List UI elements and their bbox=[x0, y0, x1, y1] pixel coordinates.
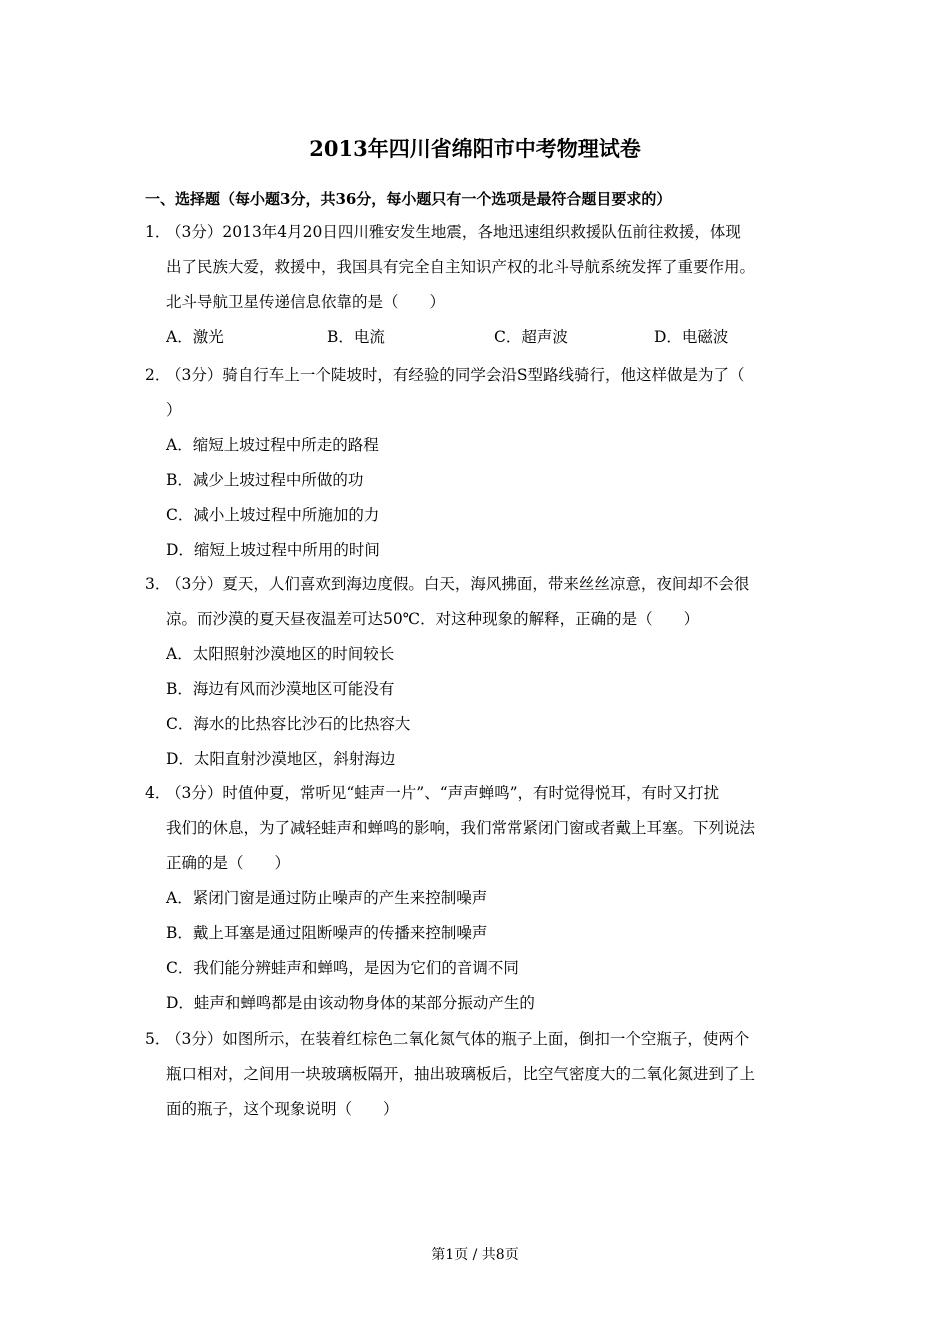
option-c: C．我们能分辨蛙声和蝉鸣，是因为它们的音调不同 bbox=[166, 959, 519, 977]
option-c: C．超声波 bbox=[494, 328, 568, 346]
question-line: ） bbox=[166, 401, 182, 419]
option-b: B．减少上坡过程中所做的功 bbox=[166, 471, 364, 489]
option-b: B．海边有风而沙漠地区可能没有 bbox=[166, 680, 395, 698]
option-b: B．电流 bbox=[327, 328, 385, 346]
section-heading: 一、选择题（每小题3分，共36分，每小题只有一个选项是最符合题目要求的） bbox=[145, 190, 672, 208]
question-3 bbox=[145, 567, 810, 777]
question-line bbox=[145, 358, 810, 393]
question-line bbox=[145, 776, 810, 811]
question-text: （3分）2013年4月20日四川雅安发生地震，各地迅速组织救援队伍前往救援，体现 bbox=[166, 223, 741, 241]
question-5 bbox=[145, 1022, 810, 1127]
option-d: D．太阳直射沙漠地区，斜射海边 bbox=[166, 750, 396, 768]
option-a: A．太阳照射沙漠地区的时间较长 bbox=[166, 645, 395, 663]
option-c: C．海水的比热容比沙石的比热容大 bbox=[166, 715, 411, 733]
question-number: 5． bbox=[145, 1030, 171, 1048]
option-b: B．戴上耳塞是通过阻断噪声的传播来控制噪声 bbox=[166, 924, 488, 942]
option-a: A．缩短上坡过程中所走的路程 bbox=[166, 436, 379, 454]
question-2 bbox=[145, 358, 810, 568]
question-line: 凉。而沙漠的夏天昼夜温差可达50℃．对这种现象的解释，正确的是（ ） bbox=[166, 610, 700, 628]
question-line: 正确的是（ ） bbox=[166, 854, 291, 872]
option-a: A．激光 bbox=[166, 328, 224, 346]
option-d: D．蛙声和蝉鸣都是由该动物身体的某部分振动产生的 bbox=[166, 994, 535, 1012]
question-text: （3分）夏天，人们喜欢到海边度假。白天，海风拂面，带来丝丝凉意，夜间却不会很 bbox=[166, 575, 750, 593]
option-a: A．紧闭门窗是通过防止噪声的产生来控制噪声 bbox=[166, 889, 488, 907]
option-d: D．电磁波 bbox=[654, 328, 729, 346]
option-c: C．减小上坡过程中所施加的力 bbox=[166, 506, 380, 524]
question-line bbox=[145, 567, 810, 602]
question-text: （3分）骑自行车上一个陡坡时，有经验的同学会沿S型路线骑行，他这样做是为了（ bbox=[166, 366, 745, 384]
question-1 bbox=[145, 215, 810, 355]
question-line bbox=[145, 215, 810, 250]
question-4 bbox=[145, 776, 810, 1021]
page-footer: 第1页 / 共8页 bbox=[431, 1247, 519, 1263]
question-line: 瓶口相对，之间用一块玻璃板隔开，抽出玻璃板后，比空气密度大的二氧化氮进到了上 bbox=[166, 1065, 756, 1083]
question-text: （3分）时值仲夏，常听见“蛙声一片”、“声声蝉鸣”，有时觉得悦耳，有时又打扰 bbox=[166, 784, 720, 802]
question-number: 3． bbox=[145, 575, 171, 593]
question-line: 北斗导航卫星传递信息依靠的是（ ） bbox=[166, 293, 446, 311]
question-number: 1． bbox=[145, 223, 171, 241]
option-d: D．缩短上坡过程中所用的时间 bbox=[166, 541, 380, 559]
question-line: 我们的休息，为了减轻蛙声和蝉鸣的影响，我们常常紧闭门窗或者戴上耳塞。下列说法 bbox=[166, 819, 756, 837]
question-line: 出了民族大爱，救援中，我国具有完全自主知识产权的北斗导航系统发挥了重要作用。 bbox=[166, 258, 756, 276]
option-row bbox=[145, 320, 810, 355]
question-line bbox=[145, 1022, 810, 1057]
question-text: （3分）如图所示，在装着红棕色二氧化氮气体的瓶子上面，倒扣一个空瓶子，使两个 bbox=[166, 1030, 750, 1048]
question-number: 4． bbox=[145, 784, 171, 802]
question-line: 面的瓶子，这个现象说明（ ） bbox=[166, 1100, 399, 1118]
page-title: 2013年四川省绵阳市中考物理试卷 bbox=[309, 136, 641, 161]
question-number: 2． bbox=[145, 366, 171, 384]
